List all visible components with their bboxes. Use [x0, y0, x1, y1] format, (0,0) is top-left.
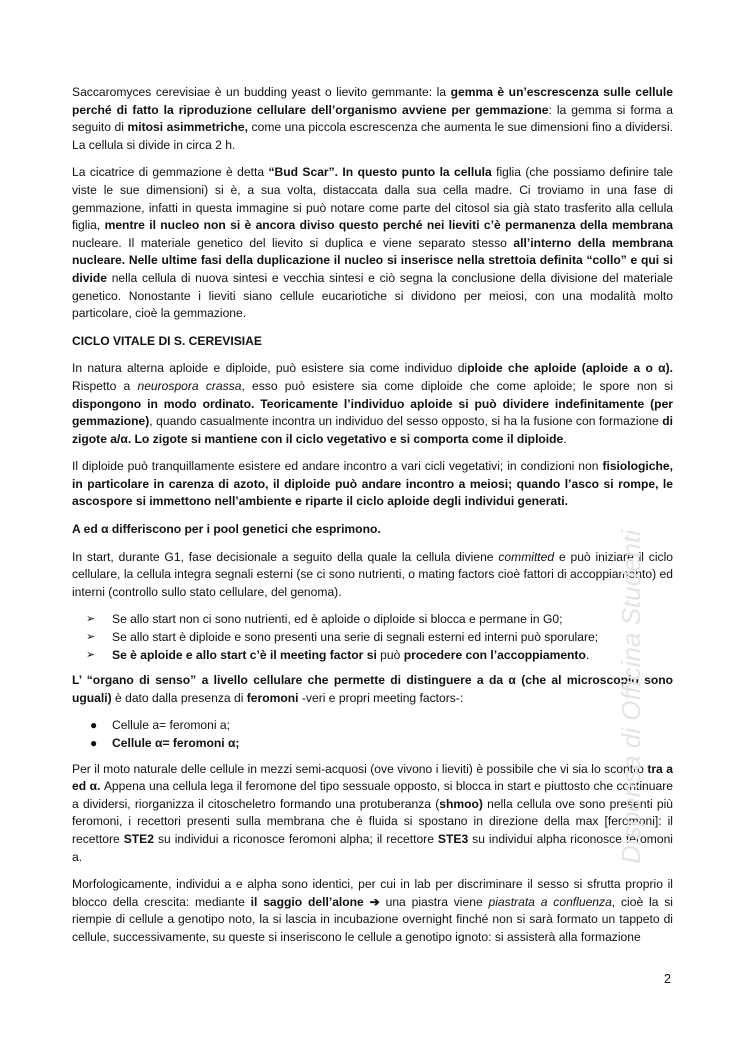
paragraph-sense-organ: [72, 672, 673, 707]
text-run: Rispetto a: [72, 378, 138, 393]
text-run: nucleare. Il materiale genetico del lievito si duplica e viene separato stesso: [72, 235, 514, 250]
text-run: su individui a riconosce feromoni alpha; il recettore: [153, 831, 438, 846]
paragraph-halo-assay: [72, 876, 673, 946]
dot-bullet-icon: ●: [90, 736, 98, 750]
text-run: “Bud Scar”. In questo punto la cellula: [268, 165, 492, 180]
dot-bullet-icon: ●: [90, 718, 98, 733]
text-run: su individui alpha riconosce feromoni a.: [72, 831, 673, 864]
text-run: Appena una cellula lega il feromone del tipo sessuale opposto, si blocca in start e piuttosto che continuare a dividersi, riorganizza il citoscheletro formando una protuberanza (: [72, 779, 673, 811]
text-run: Se allo start non ci sono nutrienti, ed è aploide o diploide si blocca e permane in G0;: [112, 612, 563, 627]
text-run: In start, durante G1, fase decisionale a seguito della quale la cellula diviene: [72, 549, 499, 564]
text-run: L’ “organo di senso” a livello cellulare che permette di distinguere a da α (che al microscopio sono uguali): [72, 673, 673, 705]
text-run: tra a ed α.: [72, 761, 674, 794]
text-run: Per il moto naturale delle cellule in mezzi semi-acquosi (ove vivono i lieviti) è possibile che vi sia lo scontro: [72, 761, 648, 776]
text-run: .: [585, 647, 590, 662]
text-run: La cicatrice di gemmazione è detta: [72, 165, 269, 180]
arrowhead-bullet-icon: ➢: [86, 648, 96, 661]
list-item: [72, 735, 673, 753]
text-run: gemma è un’escrescenza sulle cellule perché di fatto la riproduzione cellulare dell’organismo avviene per gemmazione: [72, 85, 673, 117]
text-run: , cioè la si riempie di cellule a genotipo noto, la si lascia in incubazione overnight finché non si sarà formato un tappeto di cellule, successivamente, su queste si inseriscono le cellule a genotipo ignoto: si assisterà alla formazione: [72, 894, 673, 944]
paragraph-a-alpha: [72, 521, 673, 539]
text-run: Saccaromyces cerevisiae è un budding yeast o lievito gemmante: la: [72, 85, 451, 99]
document-page: [72, 84, 673, 957]
text-run: può: [376, 647, 404, 662]
text-run: STE3: [437, 831, 469, 846]
list-item: [72, 629, 673, 647]
list-item: [72, 611, 673, 629]
text-run: Morfologicamente, individui a e alpha sono identici, per cui in lab per discriminare il sesso si sfrutta proprio il blocco della crescita: mediante: [72, 877, 673, 909]
text-run: , esso può esistere sia come diploide che come aploide; le spore non si: [241, 378, 674, 393]
paragraph-pheromone-binding: [72, 761, 673, 867]
text-run: Cellule a= feromoni a;: [112, 718, 230, 733]
paragraph-budding-yeast: [72, 84, 673, 154]
text-run: nella cellula ove sono presenti più feromoni, i recettori presenti sulla membrana che è fluida si spostano in direzione della max [feromoni]: il recettore: [72, 796, 674, 846]
text-run: figlia (che possiamo definire tale viste le sue dimensioni) si è, a sua volta, distaccata dalla sua cella madre. Ci troviamo in una fase di gemmazione, infatti in questa immagine si può notare come parte del citosol sia già stato trasferito alla cellula figlia,: [72, 165, 673, 233]
text-run: STE2: [123, 831, 154, 846]
list-item: [72, 647, 673, 665]
list-item: [72, 717, 673, 735]
section-heading: CICLO VITALE DI S. CEREVISIAE: [72, 333, 262, 348]
text-run: Cellule α= feromoni α;: [112, 736, 240, 750]
text-run: Se è aploide e allo start c’è il meeting factor si: [112, 647, 377, 662]
text-run: mitosi asimmetriche,: [127, 120, 248, 135]
text-run: di zigote a/α. Lo zigote si mantiene con il ciclo vegetativo e si comporta come il diploide: [72, 414, 673, 446]
text-run: e può iniziare il ciclo cellulare, la cellula integra segnali esterni (se ci sono nutrienti, o mating factors cioè fattori di accoppiamento) ed interni (controllo sullo stato cellulare, del genoma).: [72, 549, 673, 599]
text-run: , quando casualmente incontra un individuo del sesso opposto, si ha la fusione con formazione: [149, 414, 663, 429]
text-run: fisiologiche, in particolare in carenza di azoto, il diploide può andare incontro a meiosi; quando l’asco si rompe, le ascospore si immettono nell’ambiente e riparte il ciclo aploide degli individui generati.: [72, 459, 673, 509]
paragraph-diploid: [72, 458, 673, 511]
text-run: shmoo): [439, 796, 483, 811]
text-run: : la gemma si forma a seguito di: [72, 102, 673, 135]
text-run: all’interno della membrana nucleare. Nelle ultime fasi della duplicazione il nucleo si inserisce nella strettoia definita “collo” e qui si divide: [72, 235, 673, 285]
page-number: 2: [664, 972, 671, 986]
text-run: A ed α differiscono per i pool genetici che esprimono.: [72, 522, 381, 537]
arrowhead-bullet-icon: ➢: [86, 613, 96, 626]
text-run: -veri e propri meeting factors-:: [298, 690, 464, 705]
text-run: procedere con l’accoppiamento: [403, 647, 586, 662]
paragraph-bud-scar: [72, 164, 673, 322]
text-run: una piastra viene: [379, 894, 489, 909]
watermark-text: Dispensa di Officina Studenti: [616, 530, 646, 864]
text-run: come una piccola escrescenza che aumenta le sue dimensioni fino a dividersi. La cellula si divide in circa 2 h.: [72, 120, 674, 152]
text-run: committed: [498, 549, 555, 564]
start-conditions-list: [72, 611, 673, 664]
paragraph-start-g1: [72, 549, 673, 602]
text-run: In natura alterna aploide e diploide, può esistere sia come individuo di: [72, 361, 468, 376]
text-run: mentre il nucleo non si è ancora diviso questo perché nei lieviti c’è permanenza della membrana: [104, 218, 674, 233]
text-run: il saggio dell’alone ➔: [250, 894, 380, 909]
text-run: dispongono in modo ordinato. Teoricamente l’individuo aploide si può dividere indefinitamente (per gemmazione): [72, 396, 673, 429]
text-run: neurospora crassa: [137, 378, 242, 393]
text-run: feromoni: [246, 690, 299, 705]
text-run: è dato dalla presenza di: [111, 690, 247, 705]
paragraph-life-cycle: [72, 360, 673, 448]
text-run: nella cellula di nuova sintesi e vecchia sintesi e ciò segna la conclusione della divisione del materiale genetico. Nonostante i lieviti siano cellule eucariotiche si dividono per meiosi, con una modalità molto particolare, cioè la gemmazione.: [72, 270, 673, 321]
text-run: piastrata a confluenza: [488, 894, 612, 909]
pheromone-list: [72, 717, 673, 752]
text-run: Il diploide può tranquillamente esistere ed andare incontro a vari cicli vegetativi; in condizioni non: [72, 459, 603, 474]
text-run: ploide che aploide (aploide a o α).: [467, 361, 673, 376]
text-run: Se allo start è diploide e sono presenti una serie di segnali esterni ed interni può sporulare;: [112, 630, 599, 645]
text-run: .: [563, 431, 567, 446]
arrowhead-bullet-icon: ➢: [86, 631, 96, 644]
